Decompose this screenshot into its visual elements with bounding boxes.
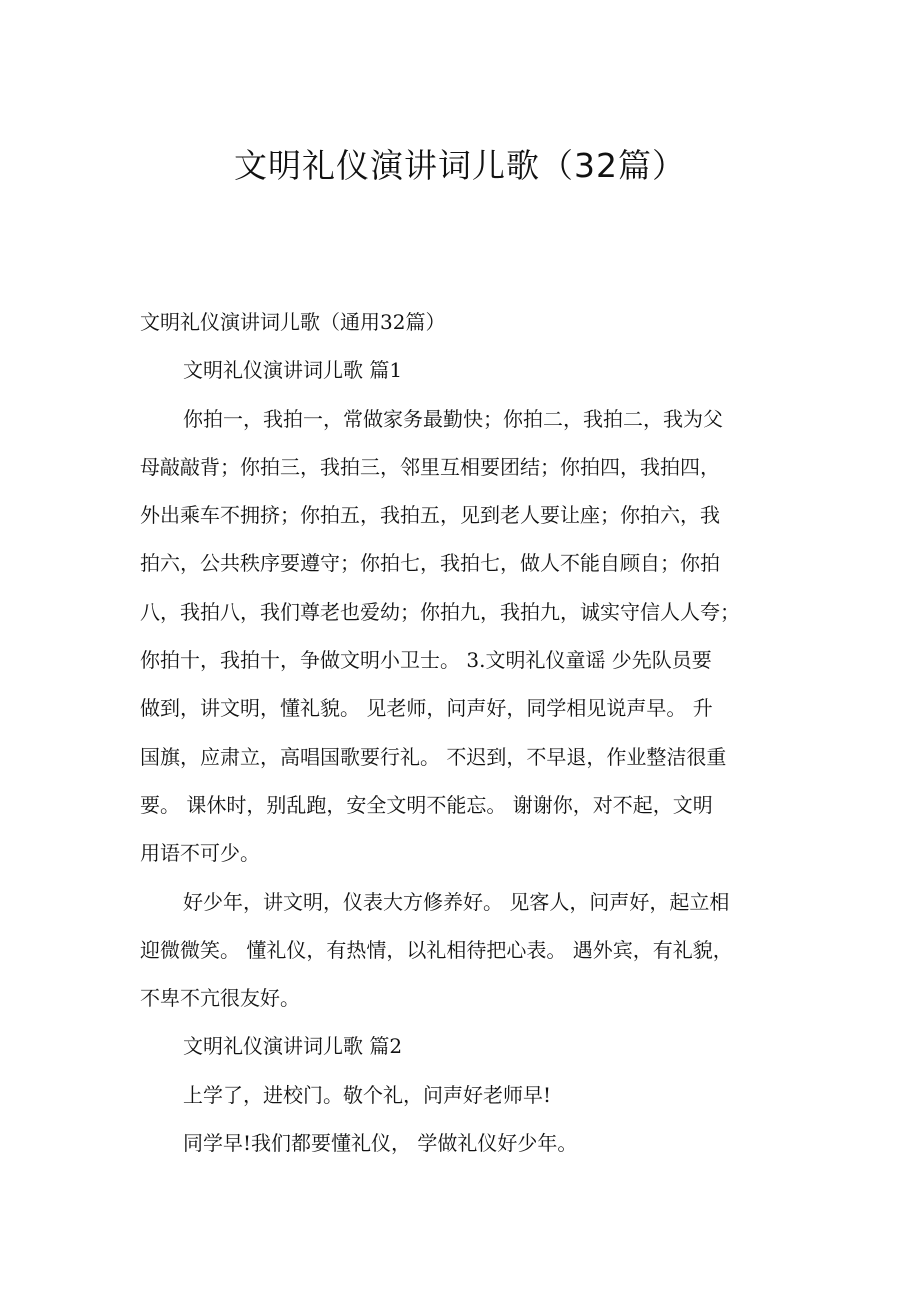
paragraph-3: 上学了，进校门。敬个礼，问声好老师早!	[183, 1082, 552, 1107]
section-heading-2: 文明礼仪演讲词儿歌 篇2	[183, 1034, 403, 1059]
paragraph-line: 你拍十，我拍十，争做文明小卫士。 3.文明礼仪童谣 少先队员要	[140, 648, 712, 673]
document-body	[140, 298, 790, 1167]
document-title: 文明礼仪演讲词儿歌（32篇）	[234, 146, 686, 185]
paragraph-line: 要。 课休时，别乱跑，安全文明不能忘。 谢谢你，对不起，文明	[140, 792, 713, 817]
paragraph-line: 用语不可少。	[140, 841, 260, 866]
paragraph-line: 做到，讲文明，懂礼貌。 见老师，问声好，同学相见说声早。 升	[140, 696, 713, 721]
paragraph-line: 迎微微笑。 懂礼仪，有热情，以礼相待把心表。 遇外宾，有礼貌，	[140, 937, 733, 962]
paragraph-line: 外出乘车不拥挤；你拍五，我拍五，见到老人要让座；你拍六，我	[140, 503, 720, 528]
paragraph-1	[140, 395, 790, 878]
paragraph-2	[140, 878, 790, 1023]
paragraph-line: 你拍一，我拍一，常做家务最勤快；你拍二，我拍二，我为父	[183, 406, 723, 431]
paragraph-line: 拍六，公共秩序要遵守；你拍七，我拍七，做人不能自顾自；你拍	[140, 551, 720, 576]
paragraph-line: 好少年，讲文明，仪表大方修养好。 见客人，问声好，起立相	[183, 889, 730, 914]
paragraph-4: 同学早!我们都要懂礼仪， 学做礼仪好少年。	[183, 1131, 578, 1156]
paragraph-line: 不卑不亢很友好。	[140, 986, 300, 1011]
section-heading-1: 文明礼仪演讲词儿歌 篇1	[183, 358, 403, 383]
paragraph-line: 母敲敲背；你拍三，我拍三，邻里互相要团结；你拍四，我拍四，	[140, 454, 720, 479]
paragraph-line: 八，我拍八，我们尊老也爱幼；你拍九，我拍九，诚实守信人人夸；	[140, 599, 740, 624]
paragraph-line: 国旗，应肃立，高唱国歌要行礼。 不迟到，不早退，作业整洁很重	[140, 744, 727, 769]
document-subtitle: 文明礼仪演讲词儿歌（通用32篇）	[140, 310, 446, 334]
